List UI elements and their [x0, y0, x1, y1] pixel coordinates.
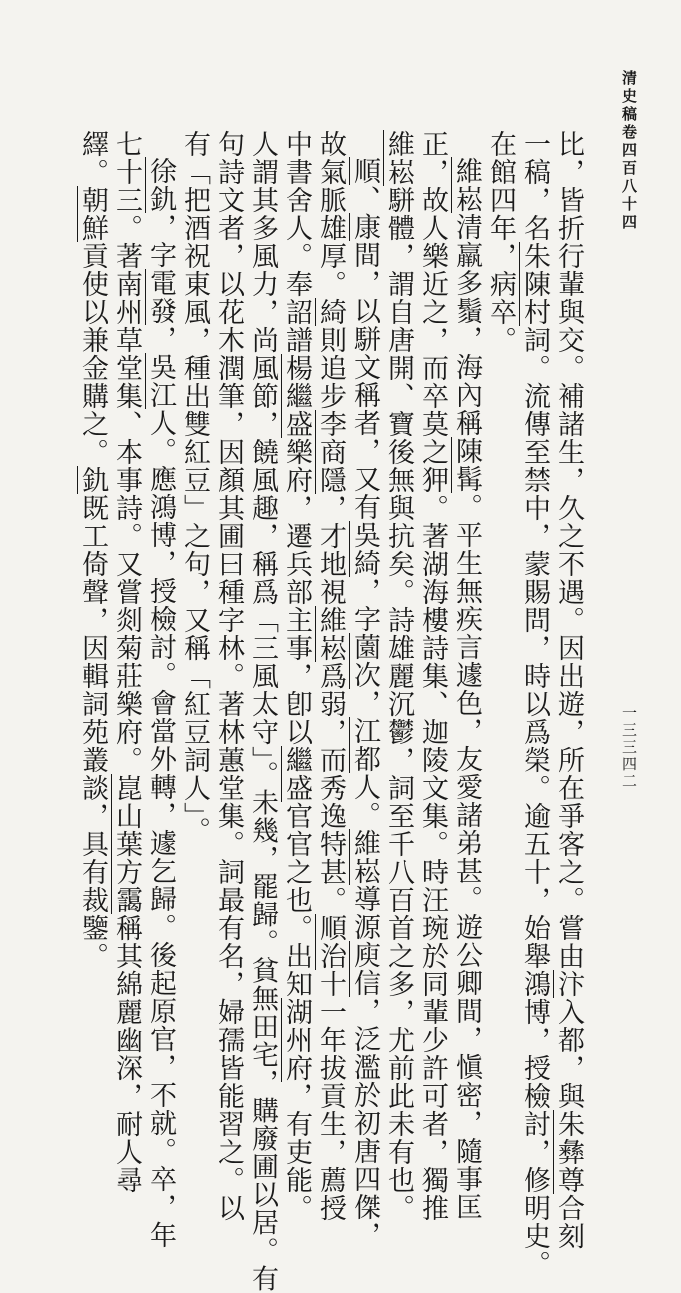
proper-noun: 湖州府	[281, 998, 312, 1082]
text-run: 既工倚聲，因輯詞苑叢談，具有裁鑒。	[77, 494, 108, 970]
text-run: 樂府，遷兵部主事，卽以	[281, 438, 312, 746]
proper-noun: 朱陳村	[519, 242, 550, 326]
text-column	[347, 130, 381, 1249]
main-text-body	[77, 130, 585, 1293]
text-column	[245, 130, 279, 1293]
text-run: 稱其綿麗幽深，耐人尋	[111, 914, 142, 1194]
text-run: 十一年拔貢生，薦授	[315, 970, 346, 1222]
text-run: ，泛濫於初唐四傑，	[349, 997, 380, 1249]
text-run: 駢體，謂自唐開、寶後無與抗矣。詩雄麗沉鬱，詞至千八百首之多，尤前此未有也。	[383, 186, 414, 1222]
proper-noun: 徐釚	[145, 157, 176, 213]
text-run: ，字	[145, 213, 176, 269]
proper-noun: 江都	[349, 717, 380, 773]
text-column	[313, 130, 347, 1222]
proper-noun: 吳綺	[349, 521, 380, 577]
proper-noun: 綺	[315, 298, 346, 326]
text-run: 一稿，名	[519, 130, 550, 242]
proper-noun: 葉方靄	[111, 830, 142, 914]
text-run: 官官之也。出知	[281, 802, 312, 998]
text-column	[211, 130, 245, 1222]
text-column	[143, 130, 177, 1249]
text-run: ，有吏能。	[281, 1082, 312, 1222]
text-run: 爲弱，而秀逸特甚。	[315, 662, 346, 914]
text-run: 在館四年，病卒。	[485, 130, 516, 354]
text-run: 間，以駢文稱者，又有	[349, 241, 380, 521]
proper-noun: 李商隱	[315, 410, 346, 494]
text-column	[415, 130, 449, 1222]
proper-noun: 康	[349, 213, 380, 241]
text-run: 人。	[349, 773, 380, 829]
proper-noun: 維崧	[315, 606, 346, 662]
text-run: 句詩文者，以花木潤筆，因顏其圃曰種字林。著林蕙堂集。詞最有名，婦孺皆能習之。以	[213, 130, 244, 1222]
proper-noun: 薗次	[349, 633, 380, 689]
proper-noun: 楊繼盛	[281, 354, 312, 438]
proper-noun: 陳髯	[451, 437, 482, 493]
text-run: 入都，與	[553, 998, 584, 1110]
text-column	[177, 130, 211, 870]
proper-noun: 維崧	[383, 130, 414, 186]
proper-noun: 順	[349, 157, 380, 185]
text-run: 中書舍人。奉詔譜	[281, 130, 312, 354]
text-run: ，字	[349, 577, 380, 633]
text-run: 清羸多鬚，海內稱	[451, 213, 482, 437]
text-run: 故氣脈雄厚。	[315, 130, 346, 298]
text-run: 導源	[349, 885, 380, 941]
text-run: 合刻	[553, 1194, 584, 1250]
text-run: 人。應鴻博，授檢討。會當外轉，遽乞歸。後起原官，不就。卒，年	[145, 409, 176, 1249]
proper-noun: 朝鮮	[77, 186, 108, 242]
text-run: 貢使以兼金購之。	[77, 242, 108, 466]
text-column	[381, 130, 415, 1222]
proper-noun: 汴	[553, 970, 584, 998]
text-run: 正，故人樂近之，而卒莫之狎。著湖海樓詩集、迦陵文集。時汪琬於同輩少許可者，獨推	[417, 130, 448, 1222]
text-run: ，	[145, 325, 176, 353]
text-run: 比，皆折行輩與交。補諸生，久之不遇。因出遊，所在爭客之。嘗由	[553, 130, 584, 970]
text-column	[517, 130, 551, 1278]
proper-noun: 順治	[315, 914, 346, 970]
proper-noun: 朱彝尊	[553, 1110, 584, 1194]
text-run: 七十三。著南州草堂集、本事詩。又嘗剡菊莊樂府。	[111, 130, 142, 774]
running-header-title: 清史稿卷四百八十四	[620, 70, 638, 232]
text-column	[449, 130, 483, 1221]
text-run: 人謂其多風力，尚風節，饒風趣，稱爲「三風太守」。未幾，罷歸。貧無田宅，購廢圃以居。有	[247, 130, 278, 1293]
text-run: 詞。流傳至禁中，蒙賜問，時以爲榮。逾五十，始舉鴻博，授檢討，修明史。	[519, 326, 550, 1278]
text-run: 繹。	[77, 130, 108, 186]
text-column	[75, 130, 109, 970]
text-column	[551, 130, 585, 1250]
proper-noun: 庾信	[349, 941, 380, 997]
text-column	[483, 130, 517, 870]
proper-noun: 崑山	[111, 774, 142, 830]
text-run: 、	[349, 185, 380, 213]
proper-noun: 維崧	[451, 157, 482, 213]
proper-noun: 維崧	[349, 829, 380, 885]
text-column	[109, 130, 143, 1194]
text-column	[279, 130, 313, 1222]
proper-noun: 繼盛	[281, 746, 312, 802]
text-run: 則追步	[315, 326, 346, 410]
proper-noun: 電發	[145, 269, 176, 325]
proper-noun: 釚	[77, 466, 108, 494]
page-number: 一三三四二	[620, 705, 638, 790]
proper-noun: 吳江	[145, 353, 176, 409]
text-run: ，	[349, 689, 380, 717]
text-run: 。平生無疾言遽色，友愛諸弟甚。遊公卿間，愼密，隨事匡	[451, 493, 482, 1221]
text-run: ，才地視	[315, 494, 346, 606]
text-run: 有「把酒祝東風，種出雙紅豆」之句，又稱「紅豆詞人」。	[179, 130, 210, 845]
